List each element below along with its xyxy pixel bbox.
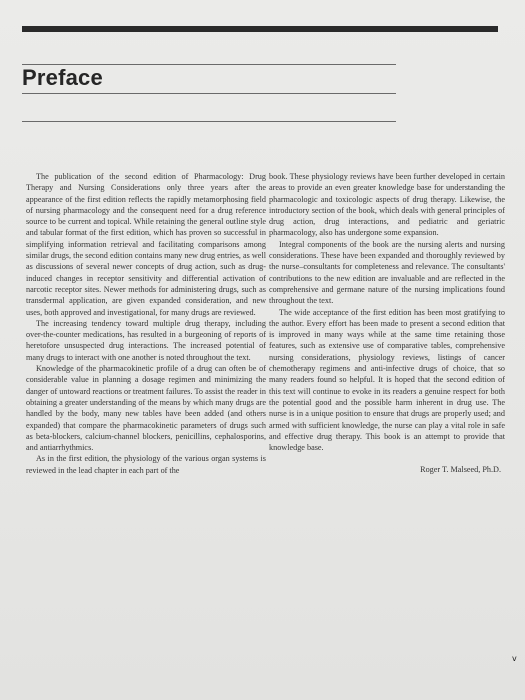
paragraph: The publication of the second edition of Pharmacology: Drug Therapy and Nursing Considerations only three years after the appearance of the first edition reflects the rapidly metamorphosing field of nursing pharmacology and the consequent need for a drug reference source to be current and topical. While retaining the general outline style and tabular format of the first edition, which has proven so successful in simplifying information retrieval and facilitating comparisons among similar drugs, the second edition contains many new drug entries, as well as discussions of several newer concepts of drug action, such as drug-induced changes in receptor sensitivity and differential activation of narcotic receptor sites. Newer methods for administering drugs, such as transdermal application, are given expanded consideration, and new uses, both approved and investigational, for many drugs are reviewed. <box>26 172 266 317</box>
page-title: Preface <box>22 65 103 90</box>
left-text-column <box>26 171 266 476</box>
author-signature: Roger T. Malseed, Ph.D. <box>420 465 501 475</box>
title-lower-rule <box>22 93 396 94</box>
paragraph: book. These physiology reviews have been further developed in certain areas to provide an even greater knowledge base for understanding the pharmacologic and toxicologic aspects of drug therapy. Likewise, the introductory section of the book, which deals with general principles of drug action, drug interactions, and pediatric and geriatric pharmacology, also has undergone some expansion. <box>269 172 505 238</box>
paragraph: As in the first edition, the physiology of the various organ systems is reviewed in the lead chapter in each part of the <box>26 454 266 475</box>
top-heavy-rule <box>22 26 498 32</box>
paragraph: The increasing tendency toward multiple drug therapy, including over-the-counter medications, has resulted in a burgeoning of reports of heretofore unsuspected drug interactions. The increased potential of many drugs to interact with one another is noted throughout the text. <box>26 318 266 362</box>
right-text-column <box>269 171 505 476</box>
paragraph: Knowledge of the pharmacokinetic profile of a drug can often be of considerable value in planning a dosage regimen and minimizing the danger of untoward reactions or treatment failures. To assist the reader in obtaining a greater understanding of the means by which many drugs are handled by the body, many new tables have been added (and others expanded) that compare the pharmacokinetic parameters of drugs such as beta-blockers, calcium-channel blockers, penicillins, cephalosporins, and antiarrhythmics. <box>26 364 266 453</box>
paragraph: Integral components of the book are the nursing alerts and nursing considerations. These have been expanded and thoroughly reviewed by the nurse–consultants for completeness and relevance. The consultants' contributions to the new edition are invaluable and are reflected in the comprehensive and germane nature of the nursing implications found throughout the text. <box>269 239 505 306</box>
section-rule <box>22 121 396 122</box>
paragraph: The wide acceptance of the first edition has been most gratifying to the author. Every effort has been made to present a second edition that is improved in many ways while at the same time retaining those features, such as extensive use of comparative tables, comprehensive nursing considerations, physiology reviews, listings of cancer chemotherapy regimens and anti-infective drugs of choice, that so many readers found so helpful. It is hoped that the second edition of this text will continue to evoke in its readers a genuine respect for both the potential good and the possible harm inherent in drug use. The nurse is in a unique position to ensure that drugs are properly used; and armed with sufficient knowledge, the nurse can play a vital role in safe and effective drug therapy. This book is an attempt to provide that knowledge base. <box>269 307 505 453</box>
page-number: v <box>512 654 517 663</box>
